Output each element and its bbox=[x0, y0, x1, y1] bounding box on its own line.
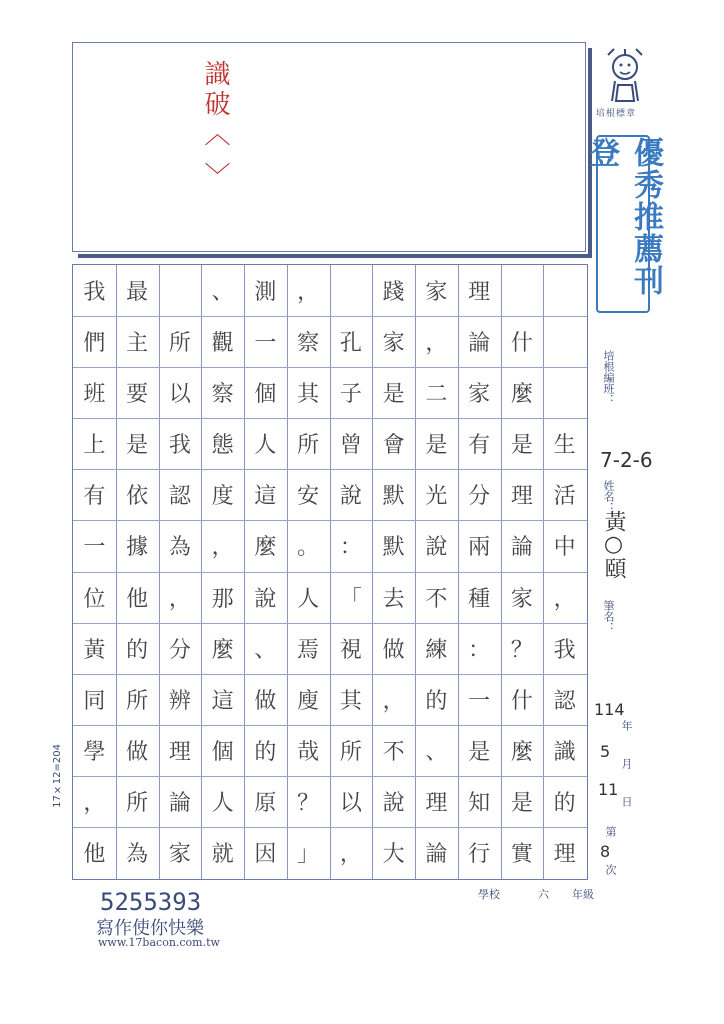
grid-cell-char: 的 bbox=[126, 637, 149, 663]
grid-cell-char: 會 bbox=[382, 433, 405, 459]
grid-cell-char: 理 bbox=[425, 790, 448, 816]
grid-cell-char: 所 bbox=[168, 331, 191, 357]
footer-slogan: 寫作使你快樂 bbox=[96, 918, 204, 939]
grid-cell-char: 所 bbox=[297, 433, 320, 459]
grid-cell-char: 。 bbox=[297, 535, 320, 561]
grid-cell-char: 知 bbox=[468, 790, 491, 816]
grid-cell-char: 什 bbox=[510, 688, 533, 714]
grid-cell-char: 的 bbox=[553, 790, 576, 816]
grid-cell-char: 做 bbox=[382, 637, 405, 663]
school-label: 學校 bbox=[478, 888, 500, 901]
date-year-unit: 年 bbox=[620, 720, 633, 731]
date-year: 114 bbox=[594, 700, 625, 719]
grid-cell-char: 有 bbox=[83, 484, 106, 510]
grid-cell-char: 們 bbox=[83, 331, 106, 357]
grid-cell-char: 據 bbox=[126, 535, 149, 561]
grid-cell-char: 兩 bbox=[468, 535, 491, 561]
grid-cell-char: 認 bbox=[168, 484, 191, 510]
grid-cell-char: 我 bbox=[168, 433, 191, 459]
name-value: 黃○頤 bbox=[601, 510, 626, 579]
grid-cell-char: 同 bbox=[83, 688, 106, 714]
grid-cell-char: 實 bbox=[510, 841, 533, 867]
grid-cell-char: 安 bbox=[297, 484, 320, 510]
grid-cell-char: 活 bbox=[553, 484, 576, 510]
grid-cell-char: 是 bbox=[382, 382, 405, 408]
grid-cell-char: 黃 bbox=[83, 637, 106, 663]
index-value: 8 bbox=[600, 842, 611, 861]
grid-cell-char: 人 bbox=[297, 586, 320, 612]
grid-cell-char: 我 bbox=[83, 280, 106, 306]
grid-cell-char: ？ bbox=[510, 637, 533, 663]
grid-cell-char: 生 bbox=[553, 433, 576, 459]
grid-cell-char: 察 bbox=[297, 331, 320, 357]
grid-cell-char: ？ bbox=[297, 790, 320, 816]
grid-cell-char: ， bbox=[168, 586, 191, 612]
grid-cell-char: 個 bbox=[211, 739, 234, 765]
grid-cell-char: 麼 bbox=[254, 535, 277, 561]
date-day: 11 bbox=[598, 780, 619, 799]
grid-cell-char: 是 bbox=[126, 433, 149, 459]
index-unit: 次 bbox=[604, 864, 617, 875]
grid-cell-char: 為 bbox=[126, 841, 149, 867]
grid-cell-char: 測 bbox=[254, 280, 277, 306]
grid-cell-char: ， bbox=[339, 841, 362, 867]
grid-cell-char: 察 bbox=[211, 382, 234, 408]
grid-cell-char: 二 bbox=[425, 382, 448, 408]
grid-cell-char: 班 bbox=[83, 382, 106, 408]
grid-cell-char: 理 bbox=[553, 841, 576, 867]
grid-cell-char: ， bbox=[425, 331, 448, 357]
grid-cell-char: 其 bbox=[339, 688, 362, 714]
grid-cell-char: 焉 bbox=[297, 637, 320, 663]
date-month: 5 bbox=[600, 742, 611, 761]
grid-cell-char: 學 bbox=[83, 739, 106, 765]
grid-cell-char: 位 bbox=[83, 586, 106, 612]
grid-cell-char: 上 bbox=[83, 433, 106, 459]
grid-cell-char: 、 bbox=[254, 637, 277, 663]
grid-cell-char: 度 bbox=[211, 484, 234, 510]
grid-cell-char: 人 bbox=[211, 790, 234, 816]
grid-cell-char: 觀 bbox=[211, 331, 234, 357]
teacher-comment: 識破〈 〉 bbox=[200, 60, 230, 193]
grid-cell-char: 態 bbox=[211, 433, 234, 459]
grid-cell-char: 默 bbox=[382, 535, 405, 561]
logo-caption: 培根標章 bbox=[596, 109, 637, 119]
grid-cell-char: 廋 bbox=[297, 688, 320, 714]
grid-cell-char: 行 bbox=[468, 841, 491, 867]
grid-cell-char: 論 bbox=[468, 331, 491, 357]
grid-cell-char: 以 bbox=[168, 382, 191, 408]
grid-cell-char: 理 bbox=[168, 739, 191, 765]
grid-cell-char: 是 bbox=[510, 433, 533, 459]
grid-cell-char: 練 bbox=[425, 637, 448, 663]
grid-cell-char: 最 bbox=[126, 280, 149, 306]
grid-cell-char: 所 bbox=[126, 688, 149, 714]
grid-cell-char: 視 bbox=[339, 637, 362, 663]
grid-cell-char: 這 bbox=[254, 484, 277, 510]
grid-cell-char: 要 bbox=[126, 382, 149, 408]
grid-cell-char: 、 bbox=[425, 739, 448, 765]
bacon-logo-icon bbox=[600, 45, 650, 105]
grid-cell-char: 麼 bbox=[510, 739, 533, 765]
grid-cell-char: 家 bbox=[382, 331, 405, 357]
grid-cell-char: ， bbox=[382, 688, 405, 714]
grid-cell-char: 光 bbox=[425, 484, 448, 510]
grid-cell-char: 的 bbox=[425, 688, 448, 714]
grid-cell-char: 家 bbox=[510, 586, 533, 612]
grid-cell-char: 家 bbox=[168, 841, 191, 867]
grid-cell-char: 分 bbox=[468, 484, 491, 510]
grid-cell-char: 個 bbox=[254, 382, 277, 408]
grid-cell-char: ： bbox=[339, 535, 362, 561]
grid-cell-char: 麼 bbox=[211, 637, 234, 663]
grid-cell-char: 不 bbox=[382, 739, 405, 765]
grid-cell-char: ， bbox=[553, 586, 576, 612]
grid-cell-char: 去 bbox=[382, 586, 405, 612]
grid-cell-char: 所 bbox=[339, 739, 362, 765]
grid-cell-char: 是 bbox=[510, 790, 533, 816]
grid-cell-char: 這 bbox=[211, 688, 234, 714]
grid-cell-char: 子 bbox=[339, 382, 362, 408]
grid-cell-char: 分 bbox=[168, 637, 191, 663]
name-label: 姓名： bbox=[602, 480, 615, 513]
grid-cell-char: 其 bbox=[297, 382, 320, 408]
grid-cell-char: 就 bbox=[211, 841, 234, 867]
grid-cell-char: ， bbox=[211, 535, 234, 561]
grid-cell-char: 識 bbox=[553, 739, 576, 765]
grid-cell-char: 說 bbox=[382, 790, 405, 816]
grade-label: 年級 bbox=[572, 888, 594, 901]
grid-cell-char: 理 bbox=[510, 484, 533, 510]
grid-cell-char: ， bbox=[83, 790, 106, 816]
grid-cell-char: 為 bbox=[168, 535, 191, 561]
grid-cell-char: 論 bbox=[168, 790, 191, 816]
grid-cell-char: 那 bbox=[211, 586, 234, 612]
grade-value: 六 bbox=[538, 888, 549, 901]
grid-cell-char: 什 bbox=[510, 331, 533, 357]
grid-cell-char: 說 bbox=[254, 586, 277, 612]
grid-cell-char: 」 bbox=[297, 841, 320, 867]
grid-cell-char: 家 bbox=[425, 280, 448, 306]
date-day-unit: 日 bbox=[620, 796, 633, 807]
grid-cell-char: 有 bbox=[468, 433, 491, 459]
grid-cell-char: 說 bbox=[339, 484, 362, 510]
grid-cell-char: 曾 bbox=[339, 433, 362, 459]
grid-cell-char: 認 bbox=[553, 688, 576, 714]
grid-cell-char: 是 bbox=[468, 739, 491, 765]
grid-cell-char: 麼 bbox=[510, 382, 533, 408]
grid-cell-char: 人 bbox=[254, 433, 277, 459]
grid-cell-char: 他 bbox=[126, 586, 149, 612]
grid-cell-char: 論 bbox=[510, 535, 533, 561]
grid-cell-char: 、 bbox=[211, 280, 234, 306]
recommend-stamp: 優秀推薦刊登 bbox=[596, 135, 650, 313]
grid-cell-char: 家 bbox=[468, 382, 491, 408]
grid-cell-char: 一 bbox=[254, 331, 277, 357]
grid-cell-char: ， bbox=[297, 280, 320, 306]
grid-cell-char: 默 bbox=[382, 484, 405, 510]
grid-cell-char: 他 bbox=[83, 841, 106, 867]
grid-cell-char: 一 bbox=[468, 688, 491, 714]
grid-cell-char: 哉 bbox=[297, 739, 320, 765]
grid-cell-char: 踐 bbox=[382, 280, 405, 306]
grid-cell-char: 「 bbox=[339, 586, 362, 612]
grid-cell-char: 一 bbox=[83, 535, 106, 561]
grid-cell-char: 辨 bbox=[168, 688, 191, 714]
writing-grid bbox=[72, 264, 588, 880]
grid-cell-char: 以 bbox=[339, 790, 362, 816]
grid-cell-char: 孔 bbox=[339, 331, 362, 357]
footer-url: www.17bacon.com.tw bbox=[98, 936, 220, 949]
date-month-unit: 月 bbox=[620, 758, 633, 769]
class-label: 培根編班： bbox=[602, 350, 615, 405]
grid-cell-char: ： bbox=[468, 637, 491, 663]
grid-size-label: 17×12=204 bbox=[52, 744, 63, 808]
grid-cell-char: 是 bbox=[425, 433, 448, 459]
grid-cell-char: 中 bbox=[553, 535, 576, 561]
grid-cell-char: 做 bbox=[254, 688, 277, 714]
grid-cell-char: 論 bbox=[425, 841, 448, 867]
grid-cell-char: 做 bbox=[126, 739, 149, 765]
grid-cell-char: 原 bbox=[254, 790, 277, 816]
grid-cell-char: 依 bbox=[126, 484, 149, 510]
grid-cell-char: 我 bbox=[553, 637, 576, 663]
grid-cell-char: 說 bbox=[425, 535, 448, 561]
footer-number: 5255393 bbox=[100, 888, 202, 916]
grid-cell-char: 所 bbox=[126, 790, 149, 816]
grid-cell-char: 大 bbox=[382, 841, 405, 867]
index-prefix: 第 bbox=[604, 826, 617, 837]
grid-cell-char: 種 bbox=[468, 586, 491, 612]
grid-cell-char: 不 bbox=[425, 586, 448, 612]
grid-cell-char: 理 bbox=[468, 280, 491, 306]
class-value: 7-2-6 bbox=[600, 448, 653, 472]
grid-cell-char: 的 bbox=[254, 739, 277, 765]
pen-name-label: 筆名： bbox=[602, 600, 615, 633]
teacher-comment-box bbox=[72, 42, 586, 252]
grid-cell-char: 主 bbox=[126, 331, 149, 357]
grid-cell-char: 因 bbox=[254, 841, 277, 867]
